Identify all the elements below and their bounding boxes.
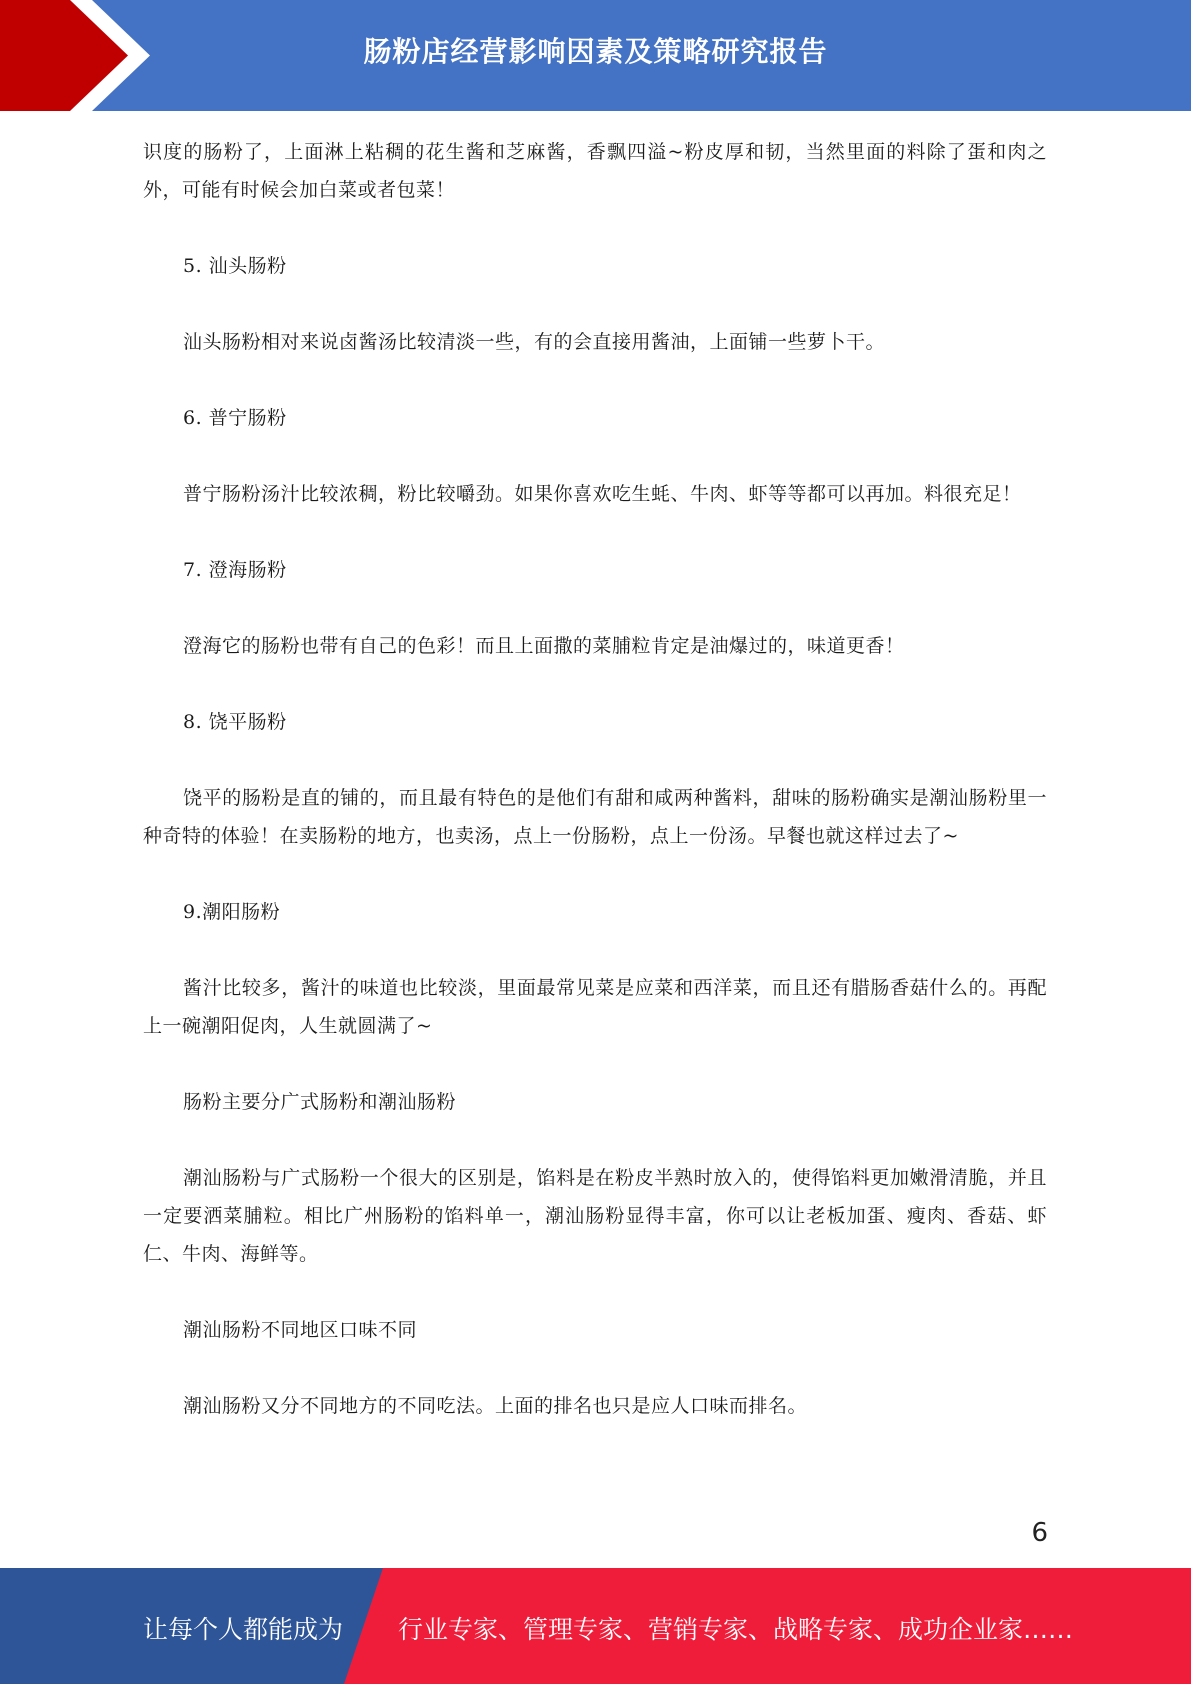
page-header: [0, 0, 1191, 111]
section-heading-chaoyang: 9.潮阳肠粉: [183, 901, 281, 923]
report-title: 肠粉店经营影响因素及策略研究报告: [363, 35, 828, 68]
section-heading-chenghai: 7. 澄海肠粉: [183, 559, 287, 581]
page-footer: [0, 1568, 1191, 1684]
paragraph-regions: 潮汕肠粉又分不同地方的不同吃法。上面的排名也只是应人口味而排名。: [183, 1395, 808, 1417]
section-heading-types: 肠粉主要分广式肠粉和潮汕肠粉: [183, 1091, 457, 1113]
paragraph-types: 潮汕肠粉与广式肠粉一个很大的区别是，馅料是在粉皮半熟时放入的，使得馅料更加嫩滑清脆，并且一定要洒菜脯粒。相比广州肠粉的馅料单一，潮汕肠粉显得丰富，你可以让老板加蛋、瘦肉、香菇、虾仁、牛肉、海鲜等。: [143, 1167, 1047, 1265]
paragraph-intro: 识度的肠粉了，上面淋上粘稠的花生酱和芝麻酱，香飘四溢~粉皮厚和韧，当然里面的料除了蛋和肉之外，可能有时候会加白菜或者包菜！: [143, 141, 1047, 201]
page-number: 6: [1031, 1518, 1048, 1548]
paragraph-puning: 普宁肠粉汤汁比较浓稠，粉比较嚼劲。如果你喜欢吃生蚝、牛肉、虾等等都可以再加。料很充足！: [183, 483, 1022, 505]
section-heading-regions: 潮汕肠粉不同地区口味不同: [183, 1319, 418, 1341]
section-heading-puning: 6. 普宁肠粉: [183, 407, 287, 429]
document-body: [143, 133, 1047, 1425]
paragraph-shantou: 汕头肠粉相对来说卤酱汤比较清淡一些，有的会直接用酱油，上面铺一些萝卜干。: [183, 331, 886, 353]
footer-slogan-right: 行业专家、管理专家、营销专家、战略专家、成功企业家……: [398, 1615, 1074, 1644]
section-heading-raoping: 8. 饶平肠粉: [183, 711, 287, 733]
paragraph-raoping: 饶平的肠粉是直的铺的，而且最有特色的是他们有甜和咸两种酱料，甜味的肠粉确实是潮汕肠粉里一种奇特的体验！在卖肠粉的地方，也卖汤，点上一份肠粉，点上一份汤。早餐也就这样过去了~: [143, 787, 1047, 847]
footer-slogan-left: 让每个人都能成为: [143, 1615, 344, 1644]
paragraph-chaoyang: 酱汁比较多，酱汁的味道也比较淡，里面最常见菜是应菜和西洋菜，而且还有腊肠香菇什么的。再配上一碗潮阳促肉，人生就圆满了~: [143, 977, 1047, 1037]
section-heading-shantou: 5. 汕头肠粉: [183, 255, 287, 277]
paragraph-chenghai: 澄海它的肠粉也带有自己的色彩！而且上面撒的菜脯粒肯定是油爆过的，味道更香！: [183, 635, 905, 657]
